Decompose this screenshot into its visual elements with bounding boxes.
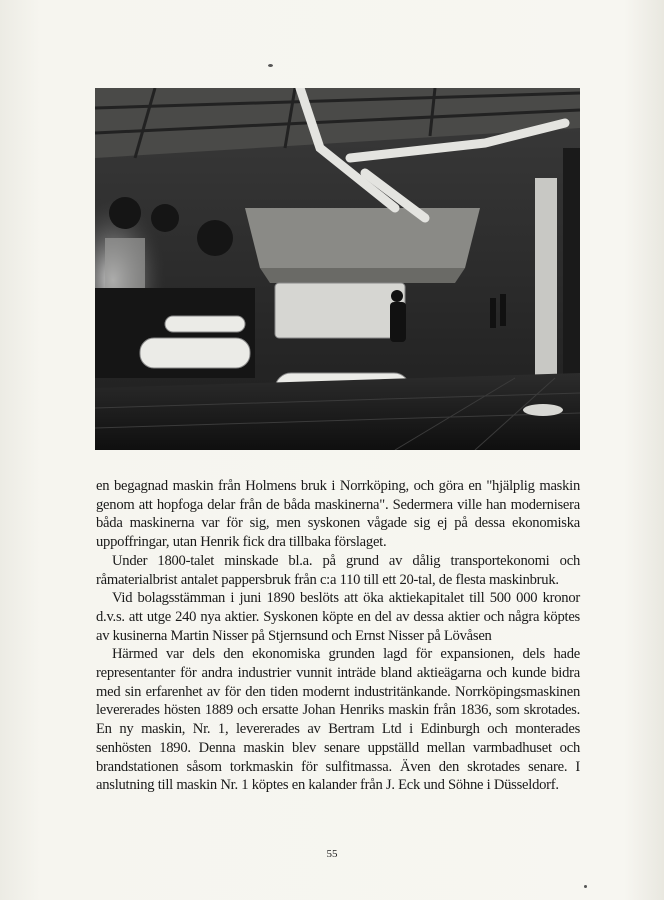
factory-photo-icon xyxy=(95,88,580,450)
page-number: 55 xyxy=(326,848,338,860)
paragraph: en begagnad maskin från Holmens bruk i Norrköping, och göra en "hjälplig maskin genom att hopfoga delar från de båda maskinerna". Sedermera ville han modernisera båda maskinerna var för sig, men syskonen vågade sig ej på dessa ekonomiska uppoffringar, utan Henrik fick dra tillbaka förslaget. xyxy=(96,478,580,551)
print-speck xyxy=(268,64,273,67)
print-speck xyxy=(584,885,587,888)
paper-machine-hall-photo xyxy=(95,88,580,450)
paragraph: Under 1800-talet minskade bl.a. på grund av dålig transportekonomi och råmaterialbrist antalet pappersbruk från c:a 110 till ett 20-tal, de flesta maskinbruk. xyxy=(96,552,580,588)
paragraph: Vid bolagsstämman i juni 1890 beslöts att öka aktiekapitalet till 500 000 kronor d.v.s. att utge 240 nya aktier. Syskonen köpte en del av dessa aktier och några köptes av kusinerna Martin Nisser på Stjernsund och Ernst Nisser på Lövåsen xyxy=(96,590,580,644)
article-body xyxy=(96,477,580,795)
paragraph: Härmed var dels den ekonomiska grunden lagd för expansionen, dels hade representanter för andra industrier vunnit inträde bland aktieägarna och kunde bidra med sin erfarenhet av för den tiden modernt industritänkande. Norrköpingsmaskinen levererades hösten 1889 och ersatte Johan Henriks maskin från 1836, som skrotades. En ny maskin, Nr. 1, levererades av Bertram Ltd i Edinburgh och monterades senhösten 1890. Denna maskin blev senare uppställd mellan varmbadhuset och brandstationen såsom torkmaskin för sulfitmassa. Även den skrotades senare. I anslutning till maskin Nr. 1 köptes en kalander från J. Eck und Söhne i Düsseldorf. xyxy=(96,646,580,794)
